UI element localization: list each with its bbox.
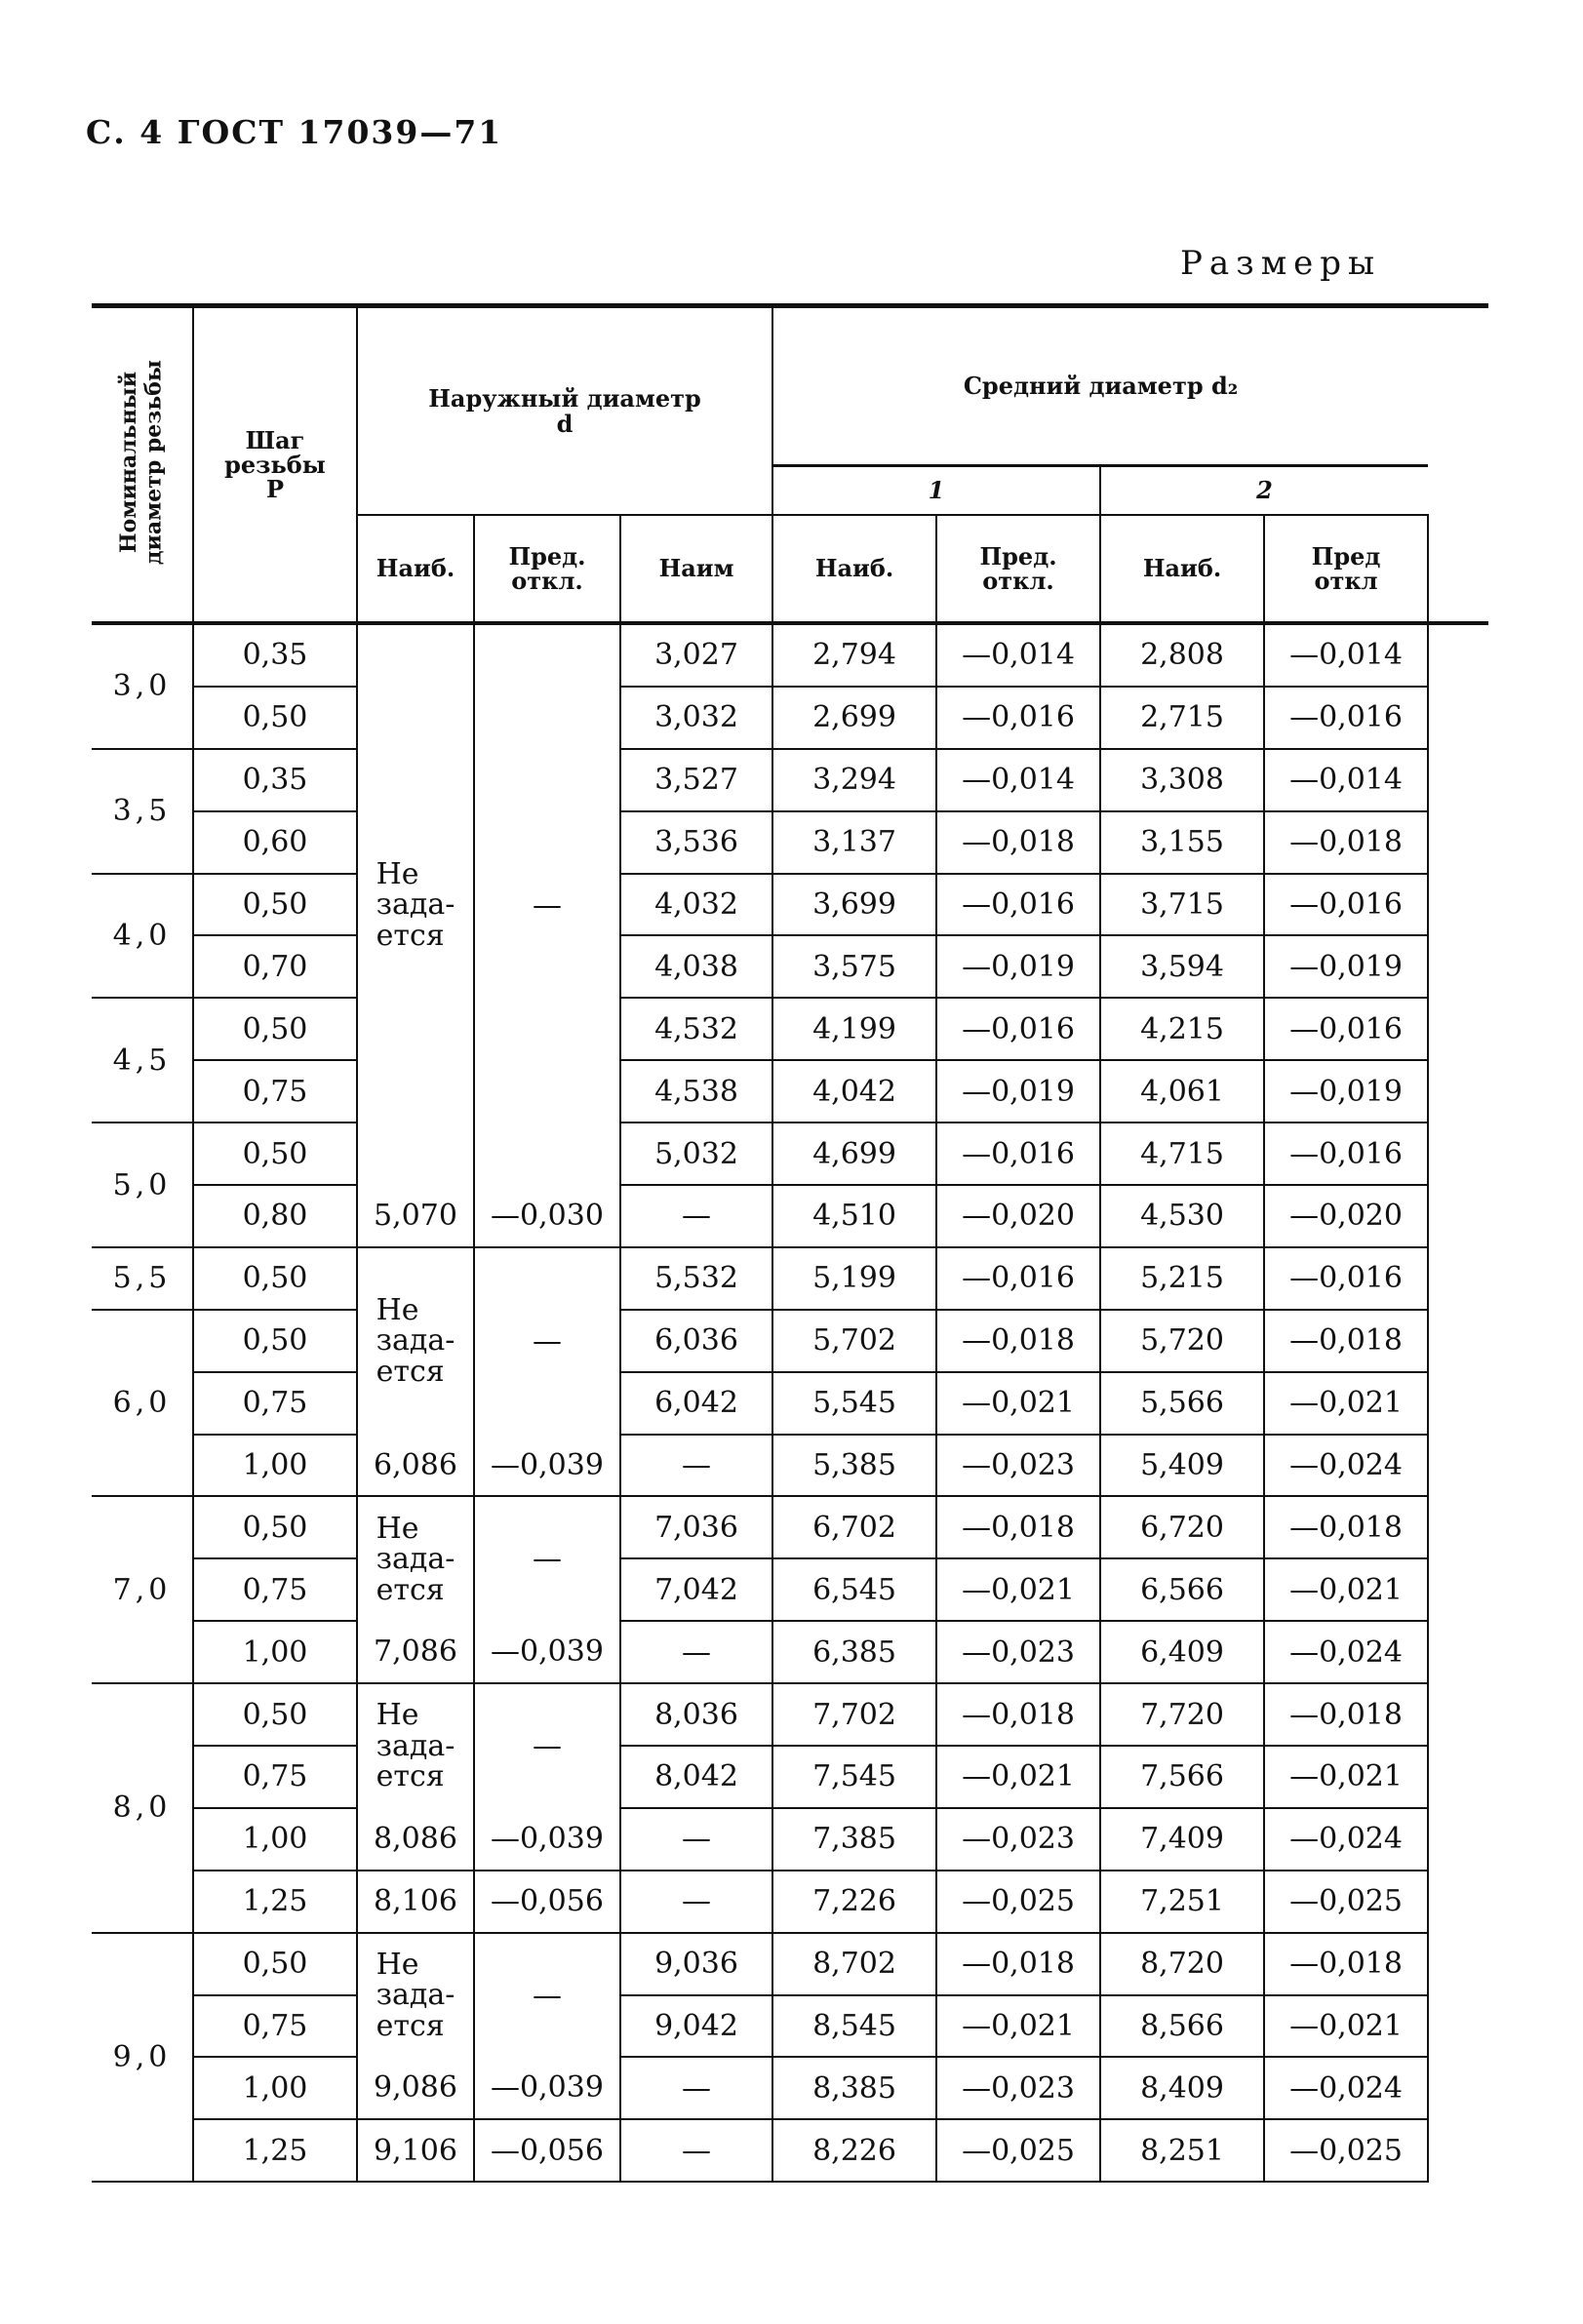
- pitch-cell: 0,75: [193, 1372, 357, 1435]
- nominal-diameter-cell: 3,0: [92, 623, 193, 749]
- blank-cell: [1428, 1746, 1488, 1808]
- blank-cell: [1428, 749, 1488, 811]
- thread-dimensions-table: [92, 303, 1488, 2183]
- table-row: [92, 1247, 1488, 1310]
- mean-2-max-cell: 3,155: [1100, 811, 1264, 874]
- mean-2-tol-cell: —0,016: [1264, 1247, 1428, 1310]
- mean-2-tol-cell: —0,024: [1264, 1808, 1428, 1871]
- blank-cell: [1428, 1933, 1488, 1995]
- mean-2-tol-cell: —0,018: [1264, 1496, 1428, 1558]
- outer-tol-cell: —0,039: [474, 2057, 620, 2119]
- mean-2-max-cell: 2,808: [1100, 623, 1264, 687]
- table-row: [92, 1871, 1488, 1933]
- outer-min-cell: —: [620, 1435, 772, 1497]
- pitch-cell: 1,00: [193, 2057, 357, 2119]
- mean-2-tol-cell: —0,016: [1264, 998, 1428, 1060]
- table-body: [92, 623, 1488, 2182]
- not-specified-label: Не зада- ется: [376, 1511, 455, 1607]
- mean-2-tol-cell: —0,014: [1264, 749, 1428, 811]
- mean-1-max-cell: 7,702: [772, 1683, 936, 1746]
- mean-2-max-cell: 5,215: [1100, 1247, 1264, 1310]
- table-row: [92, 1496, 1488, 1558]
- mean-2-max-cell: 4,530: [1100, 1185, 1264, 1247]
- blank-cell: [1428, 1310, 1488, 1372]
- mean-2-max-cell: 2,715: [1100, 687, 1264, 749]
- blank-cell: [1428, 1123, 1488, 1185]
- blank-cell: [1428, 1558, 1488, 1621]
- mean-1-max-cell: 8,226: [772, 2119, 936, 2182]
- outer-tol-cell: —0,056: [474, 2119, 620, 2182]
- header-d2-2-max: [1100, 515, 1264, 623]
- pitch-cell: 1,25: [193, 2119, 357, 2182]
- table-row: [92, 1558, 1488, 1621]
- pitch-cell: 1,00: [193, 1621, 357, 1683]
- header-pitch-label: Шаг резьбы P: [224, 425, 326, 504]
- mean-1-tol-cell: —0,023: [936, 2057, 1100, 2119]
- pitch-cell: 0,50: [193, 874, 357, 936]
- header-class-1: [772, 466, 1100, 516]
- outer-tol-cell: —0,056: [474, 1871, 620, 1933]
- mean-2-tol-cell: —0,016: [1264, 687, 1428, 749]
- header-d2-1-tol-label: Пред. откл.: [979, 541, 1057, 595]
- mean-2-tol-cell: —0,021: [1264, 1372, 1428, 1435]
- page-header: С. 4 ГОСТ 17039—71: [86, 113, 503, 151]
- pitch-cell: 0,50: [193, 1496, 357, 1558]
- mean-2-tol-cell: —0,025: [1264, 1871, 1428, 1933]
- outer-min-cell: 3,536: [620, 811, 772, 874]
- mean-1-tol-cell: —0,019: [936, 935, 1100, 998]
- outer-tol-cell: —0,030: [474, 1185, 620, 1247]
- header-nominal-diameter: [92, 306, 193, 624]
- table-row: [92, 874, 1488, 936]
- pitch-cell: 0,50: [193, 1310, 357, 1372]
- pitch-cell: 0,50: [193, 998, 357, 1060]
- mean-2-tol-cell: —0,014: [1264, 623, 1428, 687]
- mean-1-max-cell: 7,385: [772, 1808, 936, 1871]
- outer-tol-cell: —0,039: [474, 1808, 620, 1871]
- tolerance-dash-cell: —: [474, 623, 620, 1185]
- mean-1-tol-cell: —0,018: [936, 1310, 1100, 1372]
- mean-1-max-cell: 4,510: [772, 1185, 936, 1247]
- nominal-diameter-cell: 5,0: [92, 1123, 193, 1247]
- header-nominal-label: Номинальный диаметр резьбы: [116, 360, 167, 566]
- pitch-cell: 0,50: [193, 1247, 357, 1310]
- table-row: [92, 1435, 1488, 1497]
- header-d2-1-tol: [936, 515, 1100, 623]
- mean-1-tol-cell: —0,016: [936, 1123, 1100, 1185]
- table-row: [92, 1310, 1488, 1372]
- pitch-cell: 0,50: [193, 1683, 357, 1746]
- header-class-2-label: 2: [1256, 476, 1273, 505]
- table-row: [92, 2057, 1488, 2119]
- header-class-1-label: 1: [928, 476, 945, 505]
- mean-1-max-cell: 5,702: [772, 1310, 936, 1372]
- table-row: [92, 623, 1488, 687]
- mean-2-max-cell: 6,566: [1100, 1558, 1264, 1621]
- header-d2-2-tol: [1264, 515, 1428, 623]
- header-mean-diameter: [772, 306, 1428, 466]
- pitch-cell: 0,35: [193, 749, 357, 811]
- nominal-diameter-cell: 6,0: [92, 1310, 193, 1497]
- mean-1-tol-cell: —0,023: [936, 1621, 1100, 1683]
- mean-1-tol-cell: —0,021: [936, 1372, 1100, 1435]
- blank-cell: [1428, 998, 1488, 1060]
- mean-1-max-cell: 3,137: [772, 811, 936, 874]
- table-row: [92, 1683, 1488, 1746]
- mean-2-max-cell: 5,409: [1100, 1435, 1264, 1497]
- header-d-min-label: Наим: [658, 554, 734, 583]
- outer-min-cell: 5,032: [620, 1123, 772, 1185]
- mean-1-tol-cell: —0,019: [936, 1060, 1100, 1123]
- mean-2-max-cell: 3,715: [1100, 874, 1264, 936]
- header-d-min: [620, 515, 772, 623]
- tolerance-dash-cell: —: [474, 1683, 620, 1808]
- mean-2-max-cell: 7,251: [1100, 1871, 1264, 1933]
- tolerance-dash-cell: —: [474, 1933, 620, 2058]
- mean-2-tol-cell: —0,025: [1264, 2119, 1428, 2182]
- mean-1-tol-cell: —0,020: [936, 1185, 1100, 1247]
- outer-min-cell: 3,032: [620, 687, 772, 749]
- mean-1-max-cell: 4,199: [772, 998, 936, 1060]
- blank-cell: [1428, 1435, 1488, 1497]
- mean-1-max-cell: 5,545: [772, 1372, 936, 1435]
- not-specified-cell: [357, 1933, 474, 2058]
- table-row: [92, 1808, 1488, 1871]
- nominal-diameter-cell: 4,5: [92, 998, 193, 1123]
- outer-max-cell: 5,070: [357, 1185, 474, 1247]
- not-specified-label: Не зада- ется: [376, 1698, 455, 1794]
- table-row: [92, 1123, 1488, 1185]
- mean-2-tol-cell: —0,018: [1264, 1683, 1428, 1746]
- mean-2-max-cell: 4,061: [1100, 1060, 1264, 1123]
- outer-tol-cell: —0,039: [474, 1621, 620, 1683]
- outer-min-cell: 7,042: [620, 1558, 772, 1621]
- nominal-diameter-cell: 7,0: [92, 1496, 193, 1683]
- table-row: [92, 1746, 1488, 1808]
- header-d2-1-max-label: Наиб.: [814, 554, 894, 583]
- outer-min-cell: —: [620, 1621, 772, 1683]
- mean-1-tol-cell: —0,014: [936, 623, 1100, 687]
- mean-1-max-cell: 3,294: [772, 749, 936, 811]
- mean-1-tol-cell: —0,025: [936, 2119, 1100, 2182]
- table-row: [92, 1621, 1488, 1683]
- pitch-cell: 1,00: [193, 1808, 357, 1871]
- header-d2-1-max: [772, 515, 936, 623]
- outer-min-cell: 4,032: [620, 874, 772, 936]
- mean-2-max-cell: 7,720: [1100, 1683, 1264, 1746]
- header-outer-diameter-label: Наружный диаметр d: [428, 384, 701, 438]
- tolerance-dash-cell: —: [474, 1496, 620, 1621]
- not-specified-label: Не зада- ется: [376, 1292, 455, 1389]
- pitch-cell: 0,75: [193, 1558, 357, 1621]
- mean-1-max-cell: 6,702: [772, 1496, 936, 1558]
- outer-min-cell: —: [620, 2057, 772, 2119]
- table-header: [92, 306, 1488, 624]
- mean-2-max-cell: 8,251: [1100, 2119, 1264, 2182]
- table-row: [92, 1185, 1488, 1247]
- table-row: [92, 1060, 1488, 1123]
- nominal-diameter-cell: 4,0: [92, 874, 193, 999]
- mean-1-tol-cell: —0,021: [936, 1995, 1100, 2058]
- mean-1-tol-cell: —0,018: [936, 811, 1100, 874]
- pitch-cell: 0,75: [193, 1995, 357, 2058]
- mean-2-max-cell: 7,566: [1100, 1746, 1264, 1808]
- mean-1-tol-cell: —0,016: [936, 687, 1100, 749]
- not-specified-cell: [357, 1496, 474, 1621]
- nominal-diameter-cell: 9,0: [92, 1933, 193, 2183]
- pitch-cell: 0,70: [193, 935, 357, 998]
- mean-2-max-cell: 3,594: [1100, 935, 1264, 998]
- table-row: [92, 1933, 1488, 1995]
- outer-min-cell: 7,036: [620, 1496, 772, 1558]
- mean-1-max-cell: 4,699: [772, 1123, 936, 1185]
- blank-cell: [1428, 1621, 1488, 1683]
- mean-1-tol-cell: —0,021: [936, 1558, 1100, 1621]
- blank-cell: [1428, 1871, 1488, 1933]
- mean-2-tol-cell: —0,024: [1264, 1621, 1428, 1683]
- outer-min-cell: 9,042: [620, 1995, 772, 2058]
- mean-2-tol-cell: —0,018: [1264, 1933, 1428, 1995]
- blank-cell: [1428, 1808, 1488, 1871]
- mean-1-max-cell: 3,699: [772, 874, 936, 936]
- mean-2-tol-cell: —0,019: [1264, 1060, 1428, 1123]
- mean-2-tol-cell: —0,021: [1264, 1746, 1428, 1808]
- not-specified-label: Не зада- ется: [376, 1947, 455, 2043]
- not-specified-cell: [357, 1247, 474, 1435]
- outer-min-cell: 3,027: [620, 623, 772, 687]
- mean-1-tol-cell: —0,016: [936, 874, 1100, 936]
- mean-1-max-cell: 8,545: [772, 1995, 936, 2058]
- outer-max-cell: 9,106: [357, 2119, 474, 2182]
- outer-min-cell: —: [620, 1808, 772, 1871]
- mean-1-tol-cell: —0,018: [936, 1496, 1100, 1558]
- outer-min-cell: 8,042: [620, 1746, 772, 1808]
- blank-cell: [1428, 687, 1488, 749]
- mean-1-tol-cell: —0,023: [936, 1808, 1100, 1871]
- mean-2-tol-cell: —0,021: [1264, 1995, 1428, 2058]
- outer-min-cell: 9,036: [620, 1933, 772, 1995]
- header-d2-2-max-label: Наиб.: [1142, 554, 1222, 583]
- blank-cell: [1428, 1060, 1488, 1123]
- header-d-max-label: Наиб.: [376, 554, 455, 583]
- mean-1-tol-cell: —0,014: [936, 749, 1100, 811]
- tolerance-dash-cell: —: [474, 1247, 620, 1435]
- mean-2-tol-cell: —0,018: [1264, 1310, 1428, 1372]
- mean-1-tol-cell: —0,018: [936, 1933, 1100, 1995]
- outer-min-cell: —: [620, 1185, 772, 1247]
- table-row: [92, 1995, 1488, 2058]
- mean-1-max-cell: 3,575: [772, 935, 936, 998]
- mean-2-tol-cell: —0,024: [1264, 2057, 1428, 2119]
- table-row: [92, 749, 1488, 811]
- blank-cell: [1428, 874, 1488, 936]
- outer-min-cell: 3,527: [620, 749, 772, 811]
- table-row: [92, 2119, 1488, 2182]
- mean-2-max-cell: 8,720: [1100, 1933, 1264, 1995]
- mean-1-max-cell: 5,199: [772, 1247, 936, 1310]
- mean-2-tol-cell: —0,016: [1264, 1123, 1428, 1185]
- blank-cell: [1428, 1496, 1488, 1558]
- outer-min-cell: —: [620, 1871, 772, 1933]
- units-label: Размеры: [1180, 244, 1382, 283]
- not-specified-label: Не зада- ется: [376, 856, 455, 953]
- outer-min-cell: 8,036: [620, 1683, 772, 1746]
- mean-1-max-cell: 4,042: [772, 1060, 936, 1123]
- outer-min-cell: 4,532: [620, 998, 772, 1060]
- blank-cell: [1428, 1247, 1488, 1310]
- not-specified-cell: [357, 623, 474, 1185]
- mean-1-tol-cell: —0,025: [936, 1871, 1100, 1933]
- blank-cell: [1428, 811, 1488, 874]
- not-specified-cell: [357, 1683, 474, 1808]
- mean-1-max-cell: 8,702: [772, 1933, 936, 1995]
- outer-max-cell: 6,086: [357, 1435, 474, 1497]
- table-row: [92, 1372, 1488, 1435]
- pitch-cell: 0,75: [193, 1060, 357, 1123]
- mean-1-tol-cell: —0,018: [936, 1683, 1100, 1746]
- mean-2-max-cell: 8,566: [1100, 1995, 1264, 2058]
- mean-2-tol-cell: —0,019: [1264, 935, 1428, 998]
- blank-cell: [1428, 2119, 1488, 2182]
- blank-cell: [1428, 1185, 1488, 1247]
- mean-2-max-cell: 4,215: [1100, 998, 1264, 1060]
- nominal-diameter-cell: 5,5: [92, 1247, 193, 1310]
- pitch-cell: 0,35: [193, 623, 357, 687]
- blank-cell: [1428, 1995, 1488, 2058]
- mean-1-tol-cell: —0,021: [936, 1746, 1100, 1808]
- mean-2-max-cell: 3,308: [1100, 749, 1264, 811]
- header-mean-diameter-label: Средний диаметр d₂: [963, 372, 1239, 401]
- mean-1-max-cell: 5,385: [772, 1435, 936, 1497]
- header-d2-2-tol-label: Пред откл: [1311, 541, 1381, 595]
- header-blank: [1428, 306, 1488, 624]
- pitch-cell: 1,25: [193, 1871, 357, 1933]
- mean-1-tol-cell: —0,016: [936, 998, 1100, 1060]
- mean-1-max-cell: 7,226: [772, 1871, 936, 1933]
- pitch-cell: 0,50: [193, 687, 357, 749]
- outer-min-cell: 6,036: [620, 1310, 772, 1372]
- mean-1-max-cell: 7,545: [772, 1746, 936, 1808]
- mean-2-tol-cell: —0,020: [1264, 1185, 1428, 1247]
- mean-1-max-cell: 2,794: [772, 623, 936, 687]
- nominal-diameter-cell: 3,5: [92, 749, 193, 874]
- table-row: [92, 687, 1488, 749]
- header-pitch: [193, 306, 357, 624]
- mean-1-tol-cell: —0,016: [936, 1247, 1100, 1310]
- pitch-cell: 0,50: [193, 1933, 357, 1995]
- outer-max-cell: 8,086: [357, 1808, 474, 1871]
- mean-2-tol-cell: —0,024: [1264, 1435, 1428, 1497]
- header-d-max: [357, 515, 474, 623]
- outer-min-cell: 4,038: [620, 935, 772, 998]
- outer-min-cell: 5,532: [620, 1247, 772, 1310]
- outer-tol-cell: —0,039: [474, 1435, 620, 1497]
- mean-1-max-cell: 6,545: [772, 1558, 936, 1621]
- table-row: [92, 935, 1488, 998]
- pitch-cell: 0,60: [193, 811, 357, 874]
- mean-2-max-cell: 5,566: [1100, 1372, 1264, 1435]
- mean-2-max-cell: 6,409: [1100, 1621, 1264, 1683]
- mean-1-max-cell: 6,385: [772, 1621, 936, 1683]
- blank-cell: [1428, 1683, 1488, 1746]
- mean-1-tol-cell: —0,023: [936, 1435, 1100, 1497]
- pitch-cell: 0,50: [193, 1123, 357, 1185]
- pitch-cell: 1,00: [193, 1435, 357, 1497]
- outer-max-cell: 7,086: [357, 1621, 474, 1683]
- mean-2-tol-cell: —0,016: [1264, 874, 1428, 936]
- blank-cell: [1428, 935, 1488, 998]
- blank-cell: [1428, 623, 1488, 687]
- mean-1-max-cell: 8,385: [772, 2057, 936, 2119]
- mean-2-max-cell: 6,720: [1100, 1496, 1264, 1558]
- header-d-tol: [474, 515, 620, 623]
- pitch-cell: 0,80: [193, 1185, 357, 1247]
- blank-cell: [1428, 1372, 1488, 1435]
- table-row: [92, 998, 1488, 1060]
- header-class-2: [1100, 466, 1428, 516]
- mean-2-max-cell: 5,720: [1100, 1310, 1264, 1372]
- outer-min-cell: 4,538: [620, 1060, 772, 1123]
- header-d-tol-label: Пред. откл.: [508, 541, 586, 595]
- table-row: [92, 811, 1488, 874]
- mean-2-max-cell: 8,409: [1100, 2057, 1264, 2119]
- outer-max-cell: 9,086: [357, 2057, 474, 2119]
- mean-1-max-cell: 2,699: [772, 687, 936, 749]
- outer-min-cell: —: [620, 2119, 772, 2182]
- outer-max-cell: 8,106: [357, 1871, 474, 1933]
- header-outer-diameter: [357, 306, 772, 516]
- mean-2-tol-cell: —0,018: [1264, 811, 1428, 874]
- outer-min-cell: 6,042: [620, 1372, 772, 1435]
- nominal-diameter-cell: 8,0: [92, 1683, 193, 1933]
- mean-2-max-cell: 4,715: [1100, 1123, 1264, 1185]
- blank-cell: [1428, 2057, 1488, 2119]
- mean-2-max-cell: 7,409: [1100, 1808, 1264, 1871]
- mean-2-tol-cell: —0,021: [1264, 1558, 1428, 1621]
- pitch-cell: 0,75: [193, 1746, 357, 1808]
